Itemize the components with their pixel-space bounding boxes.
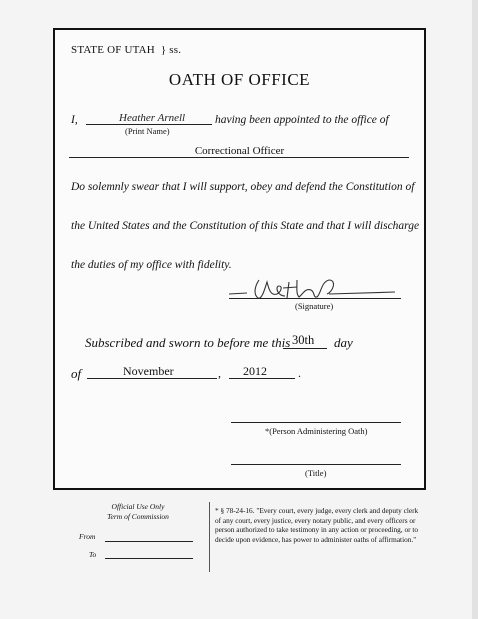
state-heading [71, 44, 181, 56]
name-underline [86, 124, 212, 125]
sworn-month: November [123, 364, 174, 378]
date-comma: , [218, 366, 221, 380]
term-label: Term of Commission [107, 512, 169, 521]
statute-text: * § 78-24-16. "Every court, every judge, every clerk and deputy clerk of any court, every justice, every notary public, and every officers or person authorized to take testimony in any action or proceeding, or to decide upon evidence, has power to administer oaths of affirmation." [215, 506, 419, 544]
to-underline [105, 558, 193, 559]
title-underline [231, 464, 401, 465]
from-label: From [79, 532, 96, 541]
oath-line-2: the United States and the Constitution of this State and that I will discharge [71, 220, 420, 232]
oath-form-border [53, 28, 426, 490]
month-underline [87, 378, 217, 379]
administrator-caption: *(Person Administering Oath) [265, 426, 368, 436]
title-caption: (Title) [305, 468, 327, 478]
signature-underline [229, 298, 401, 299]
official-use-block [83, 502, 193, 522]
from-underline [105, 541, 193, 542]
oath-line-1: Do solemnly swear that I will support, obey and defend the Constitution of [71, 181, 415, 193]
appointment-text: having been appointed to the office of [215, 114, 389, 126]
venue-brace: } ss. [160, 44, 182, 56]
lead-i: I, [71, 114, 78, 126]
year-underline [229, 378, 295, 379]
sworn-lead: Subscribed and sworn to before me this [85, 335, 291, 350]
office-title: Correctional Officer [194, 145, 285, 157]
page-edge [472, 0, 478, 619]
printed-name: Heather Arnell [119, 112, 186, 124]
administrator-underline [231, 422, 401, 423]
to-label: To [89, 550, 97, 559]
day-word: day [334, 335, 353, 350]
sworn-year: 2012 [243, 364, 267, 378]
office-underline [69, 157, 409, 158]
oath-line-3: the duties of my office with fidelity. [71, 259, 232, 271]
official-use-label: Official Use Only [111, 502, 165, 511]
print-name-caption: (Print Name) [125, 126, 170, 136]
form-title: OATH OF OFFICE [168, 70, 311, 89]
sworn-day: 30th [292, 333, 315, 347]
date-period: . [298, 366, 301, 380]
footer-divider [209, 502, 210, 572]
of-word: of [71, 366, 82, 381]
day-underline [283, 348, 327, 349]
state-name: STATE OF UTAH [71, 44, 155, 56]
signature-caption: (Signature) [295, 301, 334, 311]
footer-section [53, 496, 426, 576]
